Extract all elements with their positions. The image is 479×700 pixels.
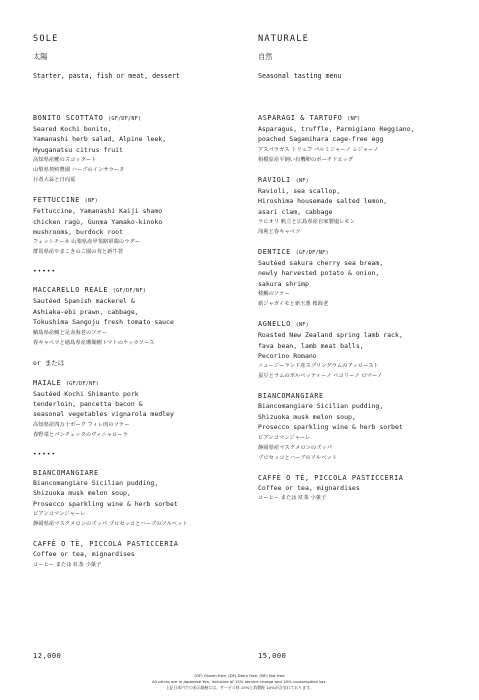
diet-tag: (GF/DF/NF) — [295, 250, 329, 257]
course-description-jp: 群馬県産やまこきのこ園の茸と新牛蒡 — [33, 249, 124, 256]
course-description-jp: 高知県産四万十ポーク フィレ肉のソテー — [33, 421, 130, 428]
diet-tag: (NF) — [347, 116, 361, 122]
course-item — [258, 319, 468, 381]
diet-tag: (NF) — [295, 322, 309, 329]
course-name: RAVIOLI — [258, 175, 291, 184]
course-description: Asparagus, truffle, Parmigiano Reggiano, — [258, 125, 415, 133]
course-description: Hiroshima housemade salted lemon, — [258, 197, 388, 206]
course-item — [33, 539, 243, 569]
allergen-legend: (GF) Gluten free, (DF) Dairy free, (NF) Nut free — [194, 673, 285, 678]
course-name: CAFFÈ O TÈ, PICCOLA PASTICCERIA — [258, 473, 404, 482]
menu-subtitle: Seasonal tasting menu — [258, 72, 342, 80]
course-name: ASPARAGI & TARTUFO — [258, 114, 343, 122]
course-description-jp: プロセッコとハーブのソルベット — [258, 454, 338, 461]
course-description: Yamanashi herb salad, Alpine leek, — [33, 135, 167, 144]
price-note-jp: 上記日本円での表示価格には、サービス料 15%と消費税 10%が含まれております。 — [165, 685, 314, 690]
course-description-jp: 浅利と春キャベツ — [258, 229, 301, 236]
course-separator: ••••• — [33, 450, 57, 458]
diet-tag: (GF/DF/NF) — [108, 116, 142, 122]
course-description: Sautéed sakura cherry sea bream, — [258, 259, 384, 268]
menu-price: 12,000 — [33, 652, 62, 660]
course-description: fava bean, lamb meat balls, — [258, 341, 364, 350]
course-description: Shizuoka musk melon soup, — [33, 489, 131, 498]
course-description: Sautéed Spanish mackerel & — [33, 297, 135, 306]
course-item — [258, 175, 468, 237]
course-description: Ashiaka-ebi prawn, cabbage, — [33, 307, 139, 316]
course-description: newly harvested potato & onion, — [258, 269, 380, 278]
course-name: AGNELLO — [258, 320, 291, 329]
course-description-jp: 山梨県契約農園 ハーブのインサラータ — [33, 167, 125, 174]
diet-tag: (GF/DF/NF) — [112, 288, 147, 295]
course-item — [33, 285, 243, 347]
course-description: Coffee or tea, mignardises — [33, 550, 135, 559]
course-name: MAIALE — [33, 378, 62, 387]
footer-notes — [0, 673, 479, 691]
course-description: Tokushima Sangoju fresh tomato sauce — [33, 318, 174, 327]
course-item — [33, 378, 243, 440]
course-description-jp: ニュージーランド産スプリングラムのアッロースト — [258, 363, 379, 370]
diet-tag: (NF) — [295, 177, 309, 184]
course-description-jp: 相模原産平飼い有機卵のポーチドエッグ — [258, 156, 354, 163]
course-description-jp: ビアンコマンジャーレ — [33, 511, 86, 518]
course-description-jp: 静岡県産マスクメロンのズッパ — [258, 444, 333, 451]
course-list — [258, 113, 468, 503]
course-description-jp: ビアンコマンジャーレ — [258, 434, 311, 441]
course-description: Coffee or tea, mignardises — [258, 483, 360, 492]
course-description: poached Sagamihara cage-free egg — [258, 135, 384, 144]
course-description-jp: 蚕豆とラムのポルペッティーノ ペコリーノ ロマーノ — [258, 373, 383, 380]
course-description: sakura shrimp — [258, 279, 309, 288]
course-description: Biancomangiare Sicilian pudding, — [33, 478, 159, 487]
course-description-jp: 春野菜とパンチェッタのヴィニャローラ — [33, 431, 128, 438]
course-description: mushrooms, burdock root — [33, 228, 124, 237]
course-item — [258, 113, 468, 165]
course-description-jp: 新ジャガイモと新玉葱 桜海老 — [258, 301, 329, 308]
course-name: BIANCOMANGIARE — [33, 468, 99, 477]
course-name: BONITO SCOTTATO — [33, 114, 104, 122]
course-name: FETTUCCINE — [33, 196, 80, 205]
course-item — [258, 247, 468, 309]
menu-column-naturale — [258, 34, 468, 513]
course-name: MACCARELLO REALE — [33, 286, 109, 295]
course-description-jp: コーヒー または 紅茶 小菓子 — [33, 561, 102, 568]
course-description-jp: 桜鯛のソテー — [258, 291, 290, 298]
course-item — [33, 468, 243, 529]
course-description: Seared Kochi bonito, — [33, 125, 112, 133]
course-description-jp: アスパラガス トリュフ パルミジャーノ レジャーノ — [258, 146, 379, 153]
course-description: Pecorino Romano — [258, 352, 317, 361]
course-description: Biancomangiare Sicilian pudding, — [258, 402, 384, 411]
course-list — [33, 113, 243, 570]
menu-price: 15,000 — [258, 652, 287, 660]
course-description: Prosecco sparkling wine & herb sorbet — [258, 423, 403, 432]
course-description: Shizuoka musk melon soup, — [258, 412, 356, 421]
course-description: asari clam, cabbage — [258, 207, 333, 216]
course-description-jp: フェットチーネ 山梨県産甲斐路軍鶏のラグー — [33, 239, 141, 246]
price-note: All prices are in Japanese Yen, inclusive of 15% service charge and 10% consumption tax. — [152, 679, 327, 684]
course-name: BIANCOMANGIARE — [258, 392, 324, 401]
course-description-jp: 春キャベツと徳島県産珊瑚樹トマトのケッカソース — [33, 339, 155, 346]
menu-title-jp: 太陽 — [33, 52, 48, 61]
course-description: Prosecco sparkling wine & herb sorbet — [33, 499, 178, 508]
menu-title: SOLE — [33, 34, 59, 44]
diet-tag: (NF) — [84, 198, 98, 205]
or-divider: or または — [33, 358, 65, 367]
course-description-jp: 鰆島県産鯖と足赤海老のソテー — [33, 329, 108, 336]
course-description: Ravioli, sea scallop, — [258, 186, 341, 195]
course-item — [33, 195, 243, 257]
course-description: Fettuccine, Yamanashi Kaiji shamo — [33, 207, 163, 216]
diet-tag: (GF/DF/NF) — [65, 380, 100, 387]
menu-subtitle: Starter, pasta, fish or meat, dessert — [33, 72, 180, 80]
course-name: CAFFÈ O TÈ, PICCOLA PASTICCERIA — [33, 540, 179, 549]
course-description: Hyuganatsu citrus fruit — [33, 145, 124, 154]
course-description-jp: 高知県産鰹のスコッタート — [33, 157, 97, 164]
course-description-jp: コーヒー または 紅茶 小菓子 — [258, 495, 327, 502]
menu-title-jp: 自然 — [258, 52, 273, 61]
course-item — [258, 391, 468, 462]
menu-column-sole — [33, 34, 243, 580]
course-description: Sautéed Kochi Shimanto pork — [33, 389, 139, 398]
course-name: DENTICE — [258, 248, 291, 257]
course-description-jp: ラビオリ 帆立と広島県産自家製塩レモン — [258, 219, 356, 226]
course-description: Roasted New Zealand spring lamb rack, — [258, 331, 403, 340]
course-item — [33, 113, 243, 185]
course-item — [258, 473, 468, 503]
course-description-jp: 静岡県産マスクメロンのズッパ プロセッコとハーブのソルベット — [33, 521, 188, 528]
menu-title: NATURALE — [258, 34, 309, 44]
course-description: tenderloin, pancetta bacon & — [33, 400, 143, 409]
course-separator: ••••• — [33, 268, 57, 276]
course-description: chicken ragù, Gunma Yamako-kinoko — [33, 217, 163, 226]
course-description-jp: 行者大蒜と日向夏 — [33, 177, 76, 184]
course-description: seasonal vegetables vignarola medley — [33, 410, 174, 419]
